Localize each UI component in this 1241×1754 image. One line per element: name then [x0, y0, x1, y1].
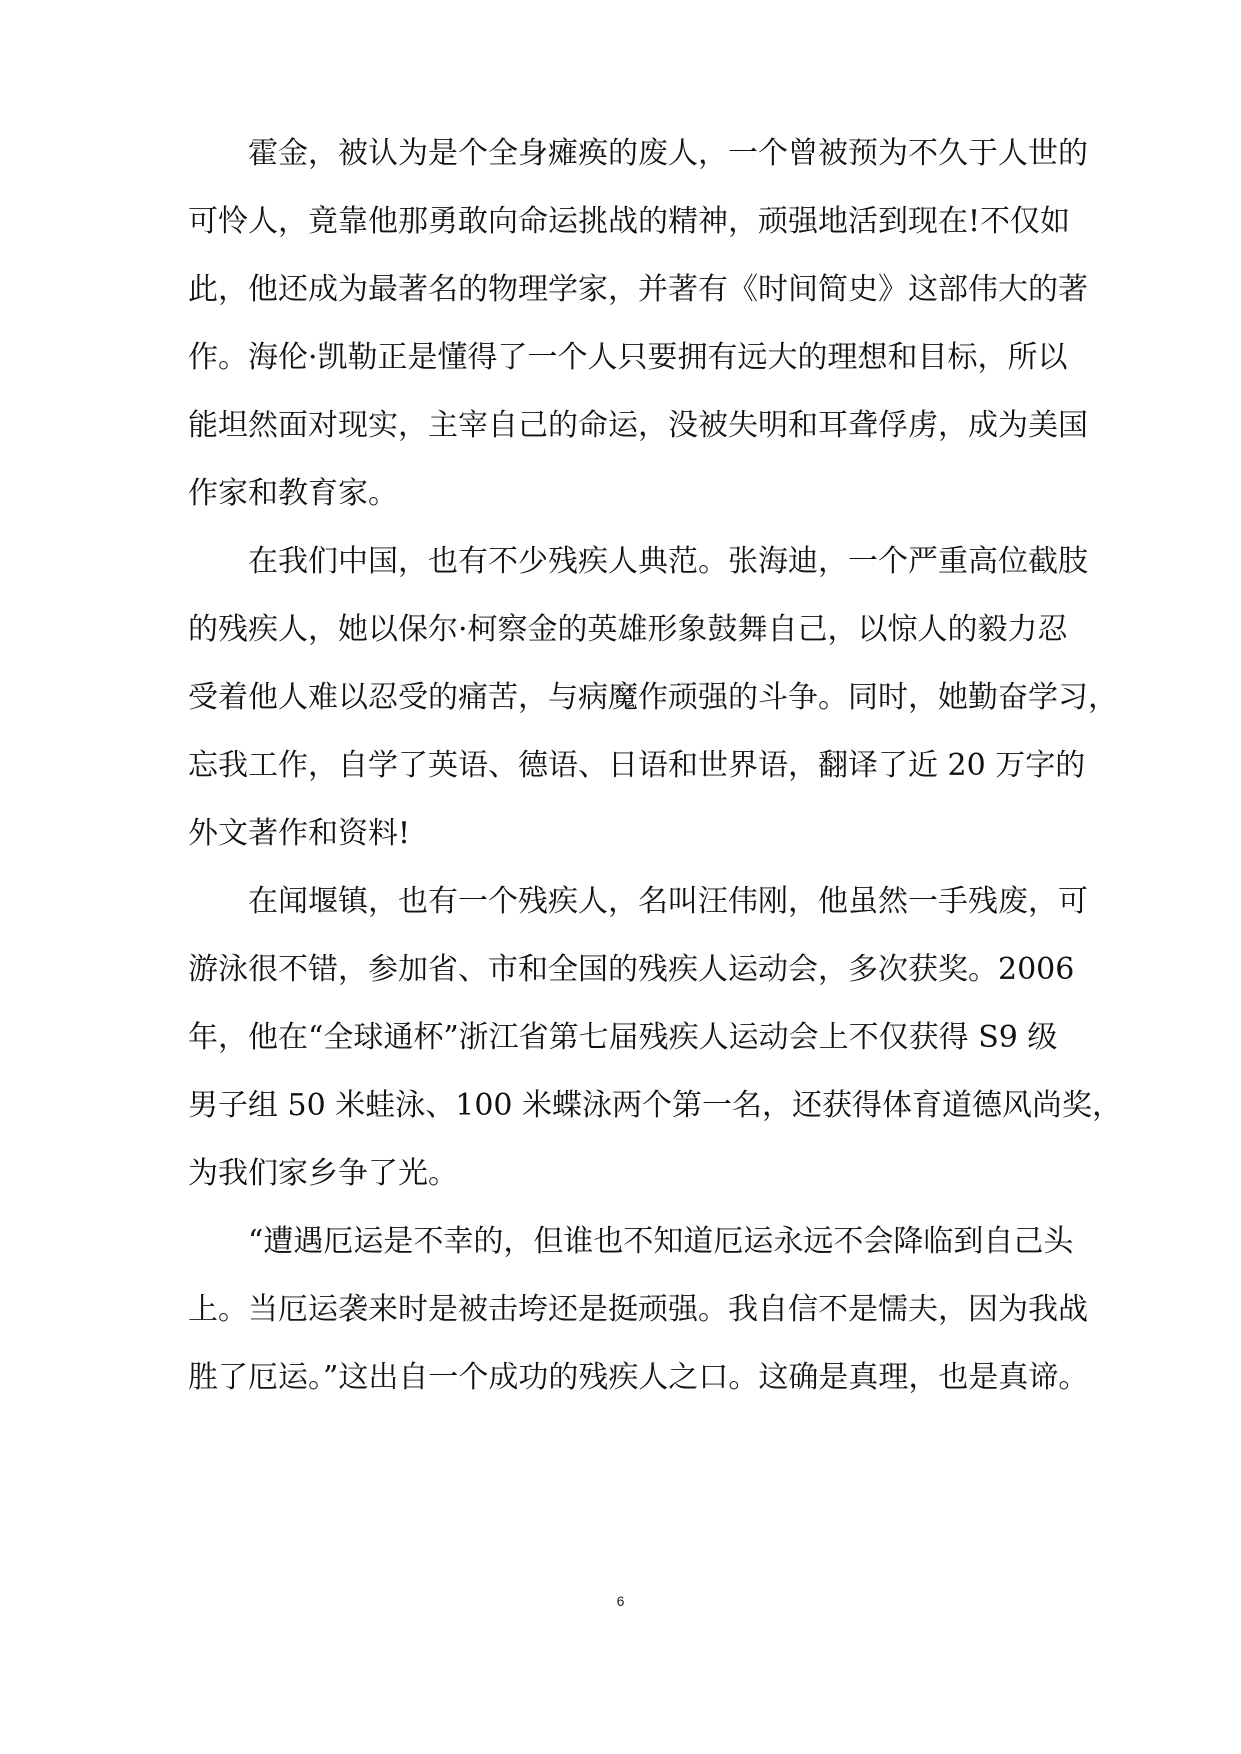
paragraph-1-line-3: 此，他还成为最著名的物理学家，并著有《时间简史》这部伟大的著: [188, 272, 1088, 307]
paragraph-4-line-1: “遭遇厄运是不幸的，但谁也不知道厄运永远不会降临到自己头: [248, 1224, 1074, 1259]
paragraph-3-line-2: 游泳很不错，参加省、市和全国的残疾人运动会，多次获奖。2006: [188, 952, 1075, 987]
paragraph-2-line-5: 外文著作和资料!: [188, 816, 411, 851]
paragraph-2-line-3: 受着他人难以忍受的痛苦，与病魔作顽强的斗争。同时，她勤奋学习，: [188, 680, 1118, 715]
paragraph-1-line-2: 可怜人，竟靠他那勇敢向命运挑战的精神，顽强地活到现在!不仅如: [188, 204, 1071, 239]
paragraph-2-line-1: 在我们中国，也有不少残疾人典范。张海迪，一个严重高位截肢: [248, 544, 1088, 579]
page-number: 6: [616, 1593, 625, 1609]
paragraph-4-line-2: 上。当厄运袭来时是被击垮还是挺顽强。我自信不是懦夫，因为我战: [188, 1292, 1088, 1327]
paragraph-3-line-1: 在闻堰镇，也有一个残疾人，名叫汪伟刚，他虽然一手残废，可: [248, 884, 1088, 919]
paragraph-1-line-5: 能坦然面对现实，主宰自己的命运，没被失明和耳聋俘虏，成为美国: [188, 408, 1088, 443]
paragraph-1-line-6: 作家和教育家。: [188, 476, 398, 511]
paragraph-1-line-4: 作。海伦·凯勒正是懂得了一个人只要拥有远大的理想和目标，所以: [188, 340, 1068, 375]
paragraph-1-line-1: 霍金，被认为是个全身瘫痪的废人，一个曾被预为不久于人世的: [248, 136, 1088, 171]
paragraph-3-line-5: 为我们家乡争了光。: [188, 1156, 458, 1191]
paragraph-3-line-4: 男子组 50 米蛙泳、100 米蝶泳两个第一名，还获得体育道德风尚奖，: [188, 1088, 1123, 1123]
paragraph-3-line-3: 年，他在“全球通杯”浙江省第七届残疾人运动会上不仅获得 S9 级: [188, 1020, 1058, 1055]
paragraph-4-line-3: 胜了厄运。”这出自一个成功的残疾人之口。这确是真理，也是真谛。: [188, 1360, 1089, 1395]
paragraph-2-line-4: 忘我工作，自学了英语、德语、日语和世界语，翻译了近 20 万字的: [188, 748, 1086, 783]
paragraph-2-line-2: 的残疾人，她以保尔·柯察金的英雄形象鼓舞自己，以惊人的毅力忍: [188, 612, 1068, 647]
